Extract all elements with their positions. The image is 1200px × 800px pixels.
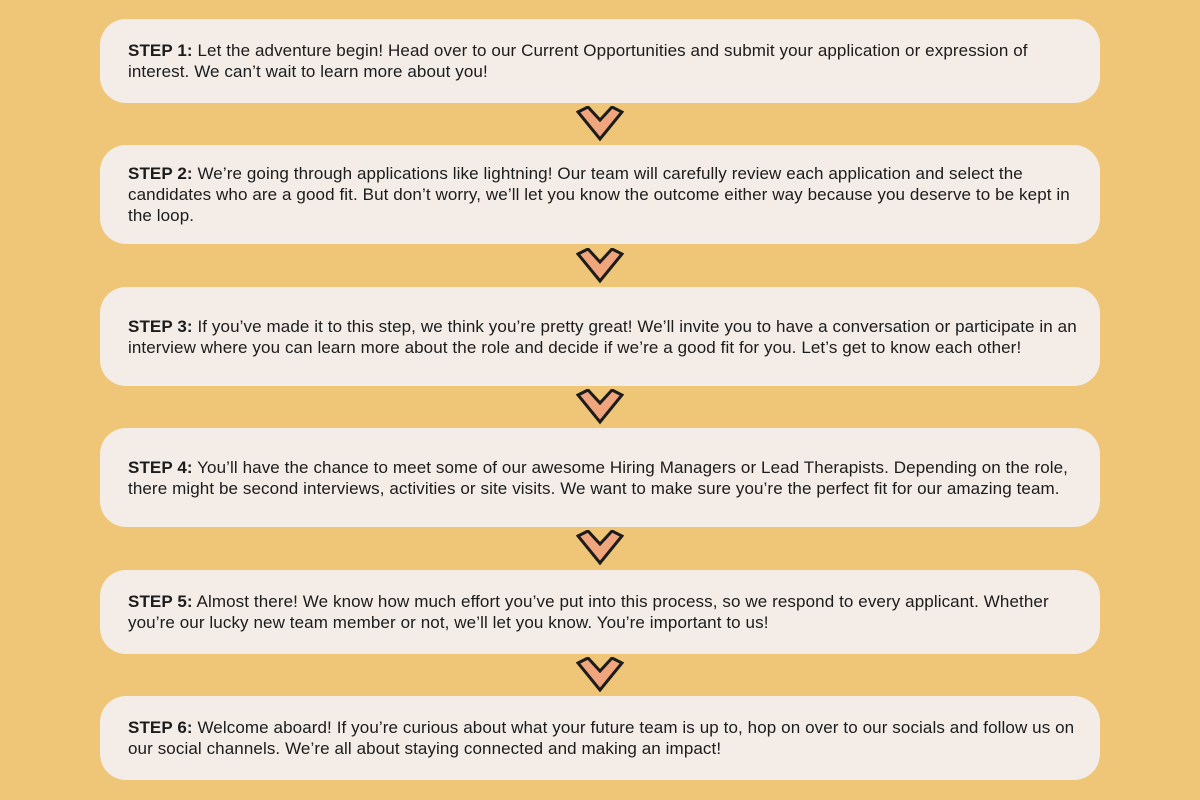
step-text [128,717,1086,759]
step-label: STEP 2: [128,164,193,183]
step-text [128,316,1086,358]
step-text [128,163,1086,226]
step-card-3 [100,287,1100,386]
step-card-5 [100,570,1100,654]
step-description: Let the adventure begin! Head over to our Current Opportunities and submit your application or expression of interest. We can’t wait to learn more about you! [128,41,1028,81]
step-description: Almost there! We know how much effort you’ve put into this process, so we respond to every applicant. Whether you’re our lucky new team member or not, we’ll let you know. You’re important to us! [128,592,1049,632]
step-label: STEP 5: [128,592,193,611]
chevron-down-icon [576,530,624,566]
chevron-down-icon [576,248,624,284]
chevron-down-icon [576,389,624,425]
step-description: We’re going through applications like lightning! Our team will carefully review each application and select the candidates who are a good fit. But don’t worry, we’ll let you know the outcome either way because you deserve to be kept in the loop. [128,164,1070,225]
step-text [128,591,1086,633]
step-label: STEP 3: [128,316,193,336]
step-card-4 [100,428,1100,527]
step-text [128,40,1086,82]
step-text [128,457,1086,499]
chevron-down-icon [576,106,624,142]
step-label: STEP 6: [128,718,193,737]
step-card-2 [100,145,1100,244]
step-description: If you’ve made it to this step, we think you’re pretty great! We’ll invite you to have a conversation or participate in an interview where you can learn more about the role and decide if we’re a good fit for you. Let’s get to know each other! [128,316,1077,357]
step-description: You’ll have the chance to meet some of our awesome Hiring Managers or Lead Therapists. Depending on the role, there might be second interviews, activities or site visits. We want to make sure you’re the perfect fit for our amazing team. [128,457,1069,498]
chevron-down-icon [576,657,624,693]
step-description: Welcome aboard! If you’re curious about what your future team is up to, hop on over to our socials and follow us on our social channels. We’re all about staying connected and making an impact! [128,718,1075,758]
step-label: STEP 4: [128,457,193,477]
step-card-1 [100,19,1100,103]
step-label: STEP 1: [128,41,193,60]
step-card-6 [100,696,1100,780]
